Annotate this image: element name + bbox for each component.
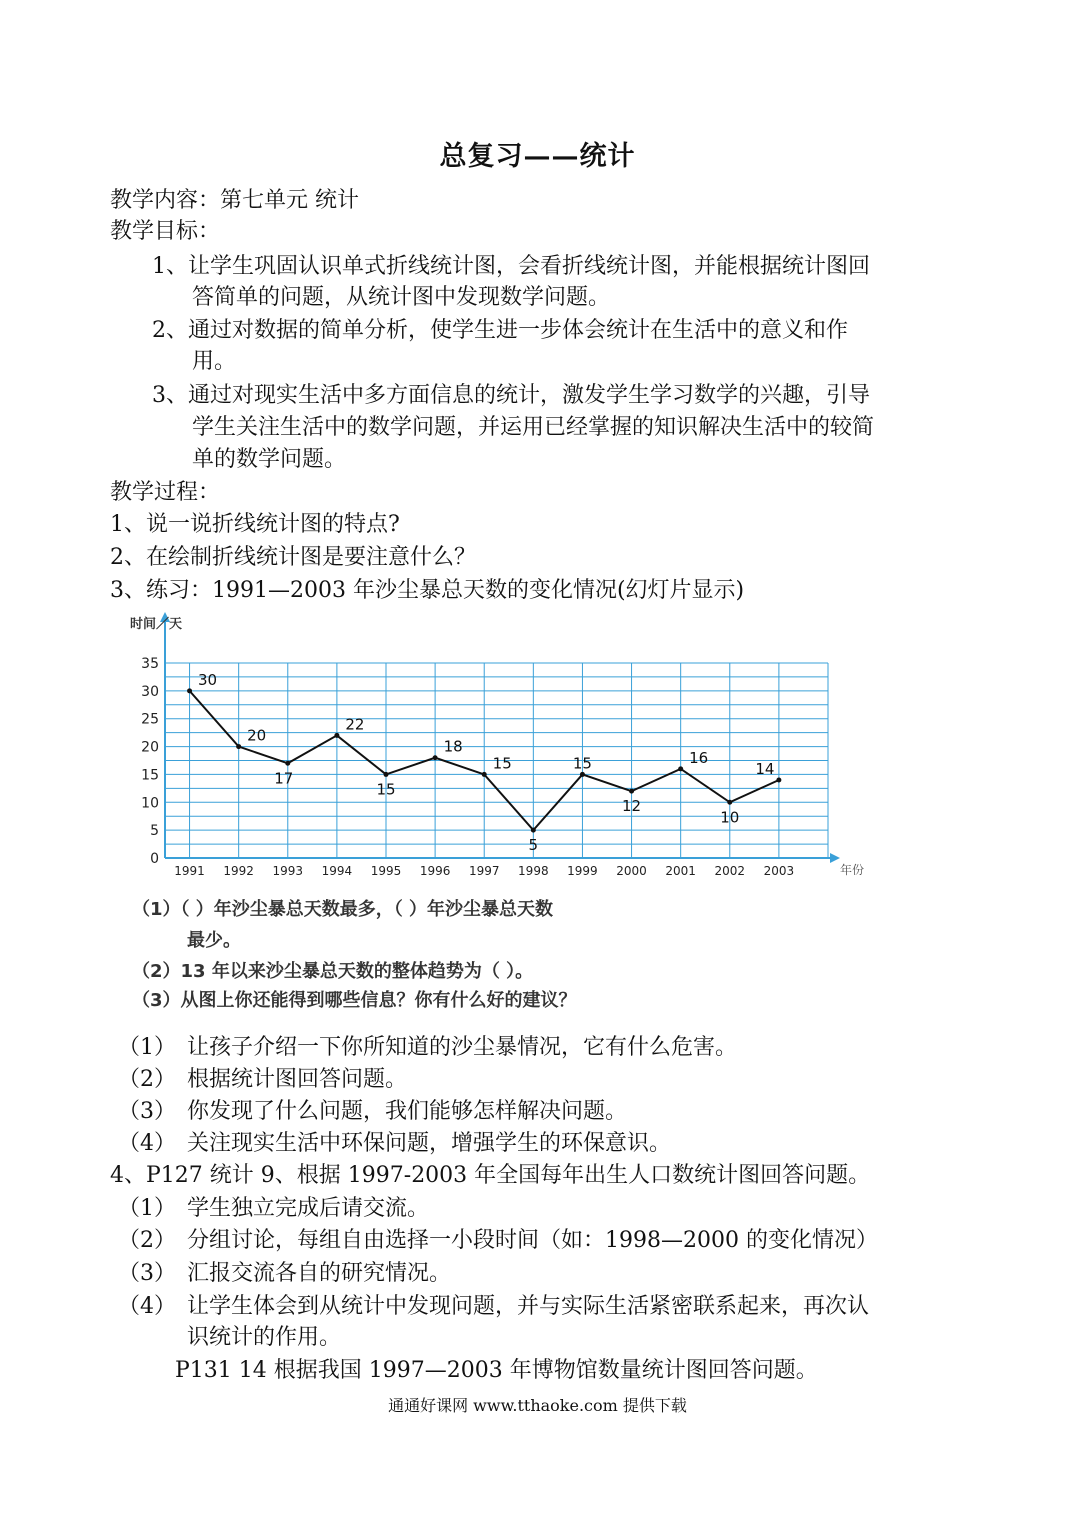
objective-2-line-1: 2、通过对数据的简单分析，使学生进一步体会统计在生活中的意义和作: [152, 318, 848, 343]
data-point: [384, 772, 389, 777]
sub-b-1-text: 学生独立完成后请交流。: [187, 1196, 430, 1221]
sub-a-1-text: 让孩子介绍一下你所知道的沙尘暴情况，它有什么危害。: [187, 1035, 738, 1060]
x-tick-label: 1992: [223, 864, 254, 878]
y-tick-label: 20: [141, 739, 159, 756]
p131-line: P131 14 根据我国 1997—2003 年博物馆数量统计图回答问题。: [175, 1358, 818, 1383]
data-point: [285, 761, 290, 766]
sub-a-1-num: （1）: [118, 1035, 176, 1060]
x-tick-label: 2001: [665, 864, 696, 878]
data-label: 15: [492, 754, 512, 773]
data-label: 18: [443, 737, 463, 756]
objective-3-line-1: 3、通过对现实生活中多方面信息的统计，激发学生学习数学的兴趣，引导: [152, 383, 870, 408]
objective-3-line-2: 学生关注生活中的数学问题，并运用已经掌握的知识解决生活中的较简: [192, 415, 875, 440]
sub-a-2-num: （2）: [118, 1067, 176, 1092]
data-point: [334, 733, 339, 738]
x-tick-label: 1998: [518, 864, 549, 878]
dust-storm-line-chart: [120, 608, 865, 883]
sub-a-4-text: 关注现实生活中环保问题，增强学生的环保意识。: [187, 1131, 672, 1156]
x-tick-label: 1996: [419, 864, 451, 878]
chart-question-2: （2）13 年以来沙尘暴总天数的整体趋势为（ ）。: [132, 961, 534, 982]
x-tick-label: 2003: [763, 864, 795, 878]
x-tick-label: 1997: [468, 864, 500, 878]
sub-b-3-num: （3）: [118, 1261, 176, 1286]
data-point: [433, 755, 438, 760]
data-label: 12: [622, 797, 642, 816]
y-tick-label: 30: [141, 683, 159, 700]
x-tick-label: 1994: [321, 864, 353, 878]
teaching-content: 教学内容：第七单元 统计: [110, 188, 359, 213]
sub-b-1-num: （1）: [118, 1196, 176, 1221]
chart-question-1b: 最少。: [187, 930, 241, 951]
x-tick-label: 1991: [174, 864, 205, 878]
data-label: 15: [376, 780, 396, 799]
sub-a-3-text: 你发现了什么问题，我们能够怎样解决问题。: [187, 1099, 628, 1124]
y-tick-label: 0: [150, 851, 159, 867]
data-label: 15: [572, 754, 592, 773]
sub-b-2-num: （2）: [118, 1228, 176, 1253]
sub-b-4-text-cont: 识统计的作用。: [187, 1325, 342, 1350]
data-label: 16: [689, 748, 709, 767]
data-label: 5: [528, 836, 539, 855]
objectives-label: 教学目标：: [110, 219, 221, 244]
x-tick-label: 1999: [567, 864, 598, 878]
x-tick-label: 2000: [616, 864, 647, 878]
process-label: 教学过程：: [110, 480, 221, 505]
footer-credit: 通通好课网 www.tthaoke.com 提供下载: [388, 1396, 687, 1415]
sub-b-4-text: 让学生体会到从统计中发现问题，并与实际生活紧密联系起来，再次认: [187, 1294, 870, 1319]
data-point: [629, 789, 634, 794]
data-point: [187, 688, 192, 693]
data-label: 10: [720, 808, 740, 827]
step-4: 4、P127 统计 9、根据 1997-2003 年全国每年出生人口数统计图回答问题。: [110, 1163, 871, 1188]
data-point: [236, 744, 241, 749]
x-tick-label: 1993: [272, 864, 304, 878]
step-2: 2、在绘制折线统计图是要注意什么？: [110, 545, 476, 570]
y-tick-label: 35: [141, 656, 159, 672]
data-point: [580, 772, 585, 777]
objective-1-line-1: 1、让学生巩固认识单式折线统计图，会看折线统计图，并能根据统计图回: [152, 254, 870, 279]
sub-a-3-num: （3）: [118, 1099, 176, 1124]
step-1: 1、说一说折线统计图的特点?: [110, 512, 400, 537]
data-point: [531, 828, 536, 833]
data-label: 20: [247, 726, 267, 745]
x-axis-arrow: [830, 853, 840, 863]
data-point: [776, 778, 781, 783]
objective-3-line-3: 单的数学问题。: [192, 447, 347, 472]
data-label: 30: [198, 670, 218, 689]
data-point: [727, 800, 732, 805]
sub-b-4-num: （4）: [118, 1294, 176, 1319]
data-point: [482, 772, 487, 777]
y-tick-label: 15: [141, 767, 159, 784]
y-tick-label: 5: [150, 823, 159, 840]
page-title: 总复习——统计: [439, 141, 636, 172]
chart-question-1a: （1）（ ）年沙尘暴总天数最多，（ ）年沙尘暴总天数: [132, 899, 554, 920]
sub-b-3-text: 汇报交流各自的研究情况。: [187, 1261, 452, 1286]
objective-2-line-2: 用。: [192, 349, 237, 374]
data-label: 17: [274, 769, 294, 788]
x-axis-label: 年份: [840, 863, 865, 877]
objective-1-line-2: 答简单的问题，从统计图中发现数学问题。: [192, 285, 611, 310]
chart-svg: [120, 608, 865, 883]
x-tick-label: 1995: [370, 864, 402, 878]
sub-b-2-text: 分组讨论，每组自由选择一小段时间（如：1998—2000 的变化情况）: [187, 1228, 878, 1253]
data-label: 14: [755, 760, 775, 778]
x-tick-label: 2002: [714, 864, 746, 878]
sub-a-4-num: （4）: [118, 1131, 176, 1156]
data-label: 22: [345, 715, 365, 734]
sub-a-2-text: 根据统计图回答问题。: [187, 1067, 408, 1092]
data-point: [678, 766, 683, 771]
chart-question-3: （3）从图上你还能得到哪些信息？你有什么好的建议？: [132, 990, 577, 1011]
y-tick-label: 25: [141, 711, 159, 728]
y-tick-label: 10: [141, 795, 159, 812]
y-axis-label: 时间／天: [130, 617, 183, 632]
step-3: 3、练习：1991—2003 年沙尘暴总天数的变化情况(幻灯片显示): [110, 578, 745, 603]
